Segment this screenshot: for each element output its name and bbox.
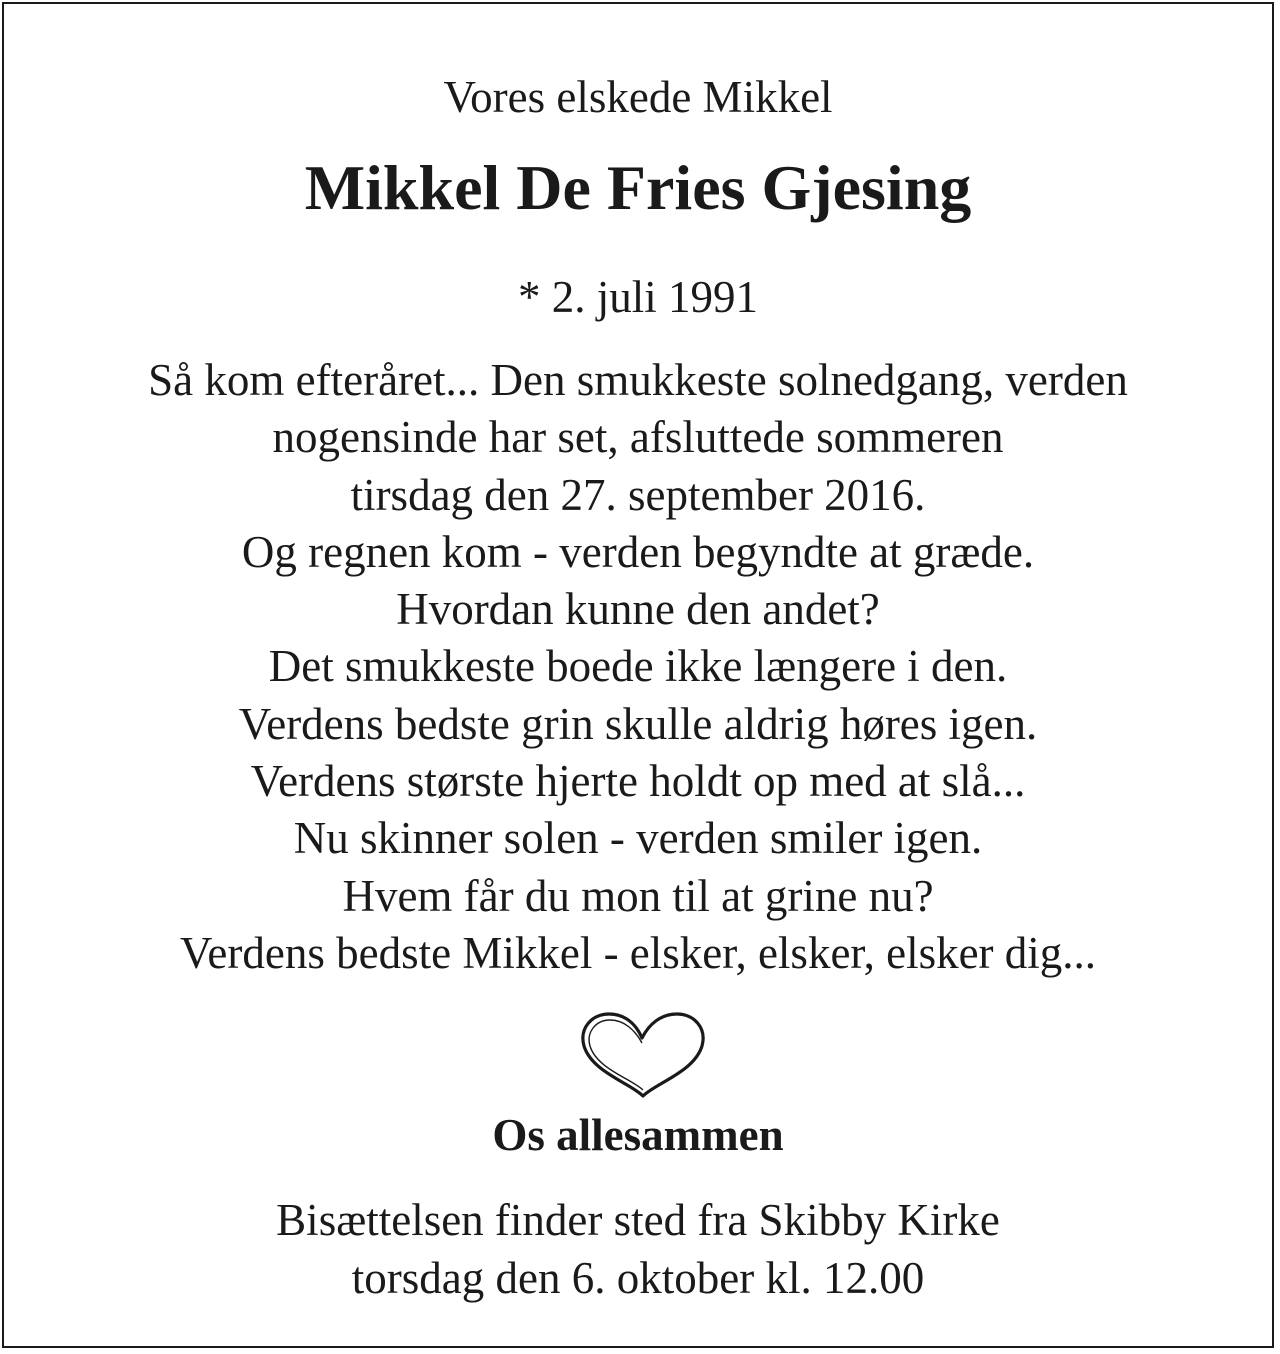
poem-line: Det smukkeste boede ikke længere i den.	[268, 641, 1008, 692]
poem-line: Nu skinner solen - verden smiler igen.	[293, 813, 983, 864]
poem-line: Og regnen kom - verden begyndte at græde.	[241, 526, 1035, 577]
memorial-poem	[4, 352, 1272, 982]
poem-line: Verdens bedste Mikkel - elsker, elsker, elsker dig...	[179, 927, 1097, 978]
funeral-time: torsdag den 6. oktober kl. 12.00	[351, 1252, 925, 1303]
intro-line: Vores elskede Mikkel	[443, 72, 833, 122]
poem-line: Hvordan kunne den andet?	[396, 584, 880, 635]
obituary-notice	[2, 2, 1274, 1348]
poem-line: Verdens største hjerte holdt op med at slå...	[250, 756, 1026, 807]
heart-outline-icon	[580, 1010, 706, 1100]
funeral-info	[4, 1192, 1272, 1307]
poem-line: Verdens bedste grin skulle aldrig høres igen.	[238, 698, 1038, 749]
birth-date: * 2. juli 1991	[517, 272, 758, 322]
poem-line: Hvem får du mon til at grine nu?	[342, 870, 934, 921]
funeral-location: Bisættelsen finder sted fra Skibby Kirke	[276, 1195, 1000, 1245]
signature: Os allesammen	[492, 1110, 784, 1160]
poem-line: Så kom efteråret... Den smukkeste solnedgang, verden	[148, 355, 1128, 405]
poem-line: nogensinde har set, afsluttede sommeren	[272, 412, 1004, 463]
deceased-name: Mikkel De Fries Gjesing	[304, 152, 972, 223]
poem-line: tirsdag den 27. september 2016.	[350, 469, 926, 520]
